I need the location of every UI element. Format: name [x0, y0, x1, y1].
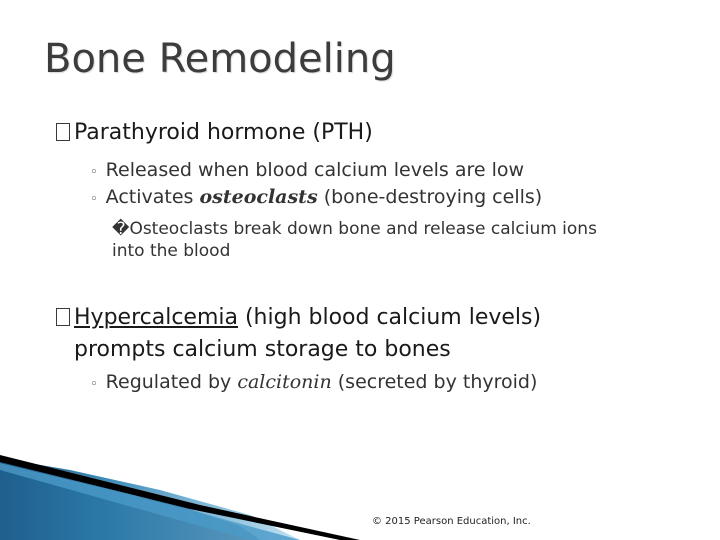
- subbullet-activates-post: (bone-destroying cells): [317, 186, 543, 208]
- subsubbullet-osteoclasts: [112, 218, 712, 262]
- subsubbullet-line2: into the blood: [112, 241, 231, 261]
- circle-bullet-icon: ◦: [90, 165, 98, 180]
- slide-title: Bone Remodeling: [44, 36, 396, 82]
- subbullet-activates: [90, 185, 542, 212]
- circle-bullet-icon: ◦: [90, 192, 98, 207]
- copyright-notice: © 2015 Pearson Education, Inc.: [372, 516, 531, 527]
- subbullet-released: [90, 158, 524, 185]
- subbullet-regulated-post: (secreted by thyroid): [331, 371, 538, 393]
- bullet-hypercalcemia-rest: (high blood calcium levels): [237, 305, 542, 330]
- subbullet-regulated: [90, 370, 537, 397]
- bullet-pth-label: Parathyroid hormone (PTH): [74, 120, 373, 145]
- question-bullet-icon: �: [112, 219, 130, 239]
- bullet-hypercalcemia: [56, 302, 656, 366]
- bullet-hypercalcemia-line2: prompts calcium storage to bones: [74, 337, 451, 362]
- box-bullet-icon: [56, 123, 70, 141]
- hypercalcemia-term: Hypercalcemia: [74, 305, 238, 330]
- osteoclasts-term: osteoclasts: [199, 186, 318, 208]
- subbullet-regulated-pre: Regulated by: [105, 371, 238, 393]
- subbullet-activates-pre: Activates: [105, 186, 200, 208]
- subsubbullet-line1: Osteoclasts break down bone and release calcium ions: [129, 219, 597, 239]
- box-bullet-icon: [56, 308, 70, 326]
- bullet-pth: [56, 120, 373, 145]
- subbullet-released-text: Released when blood calcium levels are low: [105, 159, 525, 181]
- calcitonin-term: calcitonin: [237, 371, 332, 393]
- circle-bullet-icon: ◦: [90, 377, 98, 392]
